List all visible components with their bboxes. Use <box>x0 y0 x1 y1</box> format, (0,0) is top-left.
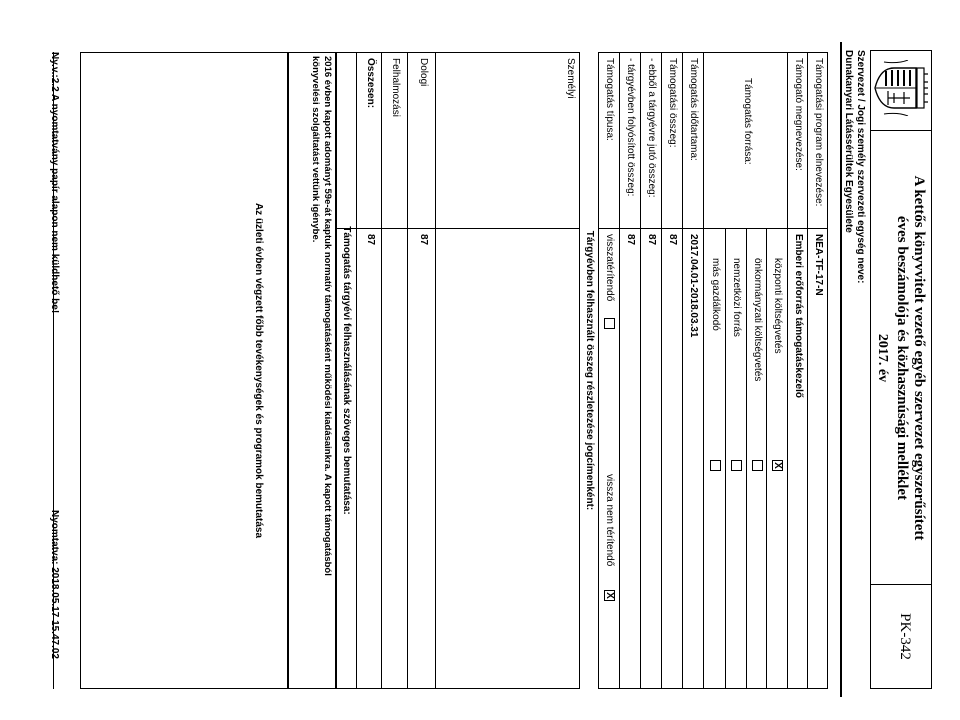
row-line <box>703 52 704 689</box>
breakdown-material-label: Dologi <box>418 58 429 87</box>
row-line <box>356 52 357 689</box>
row-line <box>435 52 436 689</box>
source-international-label: nemzetközi forrás <box>731 258 742 337</box>
row-line <box>682 52 683 689</box>
amount-value: 87 <box>667 234 678 246</box>
breakdown-title: Tárgyévben felhasznált összeg részletezése jogcímenként: <box>584 230 595 511</box>
breakdown-total-label: Összesen: <box>365 58 376 109</box>
year-share-label: - ebből a tárgyévre jutó összeg: <box>646 58 657 198</box>
org-name: Dunakanyari Látássérültek Egyesülete <box>843 50 854 233</box>
row-line <box>787 52 788 689</box>
source-central-checkbox[interactable]: X <box>772 460 783 471</box>
period-label: Támogatás időtartama: <box>688 58 699 161</box>
header-divider-left <box>870 130 932 131</box>
description-line2: könyvelési szolgáltatást vettünk igénybe. <box>310 56 321 243</box>
row-line <box>746 228 747 689</box>
activities-title: Az üzleti évben végzett főbb tevékenységek és programok bemutatása <box>253 202 264 539</box>
form-title-line2: éves beszámolója és közhasznúsági melléklet <box>894 215 910 501</box>
source-municipal-label: önkormányzati költségvetés <box>752 258 763 382</box>
org-underline <box>840 42 842 697</box>
footer-left: Ny.v.:2.2 A nyomtatvány papír alapon nem küldhető be! <box>49 52 60 314</box>
row-line <box>766 228 767 689</box>
source-international-checkbox[interactable] <box>731 460 742 471</box>
year-share-value: 87 <box>646 234 657 246</box>
row-line <box>381 52 382 689</box>
type-label: Támogatás típusa: <box>604 58 615 141</box>
row-line <box>661 52 662 689</box>
program-value: NEA-TF-17-N <box>813 234 824 296</box>
breakdown-personnel-label: Személyi <box>565 58 576 99</box>
form-title-line1: A kettős könyvvitelt vezető egyéb szervezet egyszerűsített <box>911 175 927 541</box>
source-other-checkbox[interactable] <box>710 460 721 471</box>
row-line <box>807 52 808 689</box>
grant-table-label-divider <box>598 228 828 229</box>
provider-label: Támogató megnevezése: <box>793 58 804 171</box>
form-code: PK-342 <box>897 613 913 660</box>
breakdown-total-value: 87 <box>365 234 376 246</box>
source-other-label: más gazdálkodó <box>710 258 721 331</box>
source-municipal-checkbox[interactable] <box>752 460 763 471</box>
paid-label: - tárgyévben folyósított összeg: <box>625 58 636 197</box>
type-refundable-checkbox[interactable] <box>604 318 615 329</box>
description-line1: 2016 évben kapott adományt 59e-át kaptuk normatív támogatásként működési kiadásainkra. A kapott támogatásból <box>322 56 333 576</box>
row-line <box>407 52 408 689</box>
type-nonrefundable-label: vissza nem térítendő <box>604 474 615 567</box>
provider-value: Emberi erőforrás támogatáskezelő <box>793 234 804 398</box>
program-label: Támogatási program elnevezése: <box>813 58 824 207</box>
form-year: 2017. év <box>875 333 890 383</box>
type-nonrefundable-checkbox[interactable]: X <box>604 590 615 601</box>
row-line <box>619 52 620 689</box>
footer-right: Nyomtatva: 2018.05.17 15.47.02 <box>49 510 60 659</box>
paid-value: 87 <box>625 234 636 246</box>
breakdown-material-value: 87 <box>418 234 429 246</box>
type-refundable-label: visszatérítendő <box>604 234 615 302</box>
amount-label: Támogatási összeg: <box>667 58 678 148</box>
source-label: Támogatás forrása: <box>742 78 753 165</box>
breakdown-table <box>336 52 580 689</box>
coat-of-arms-logo <box>874 60 928 116</box>
description-title: Támogatás tárgyévi felhasználásának szöveges bemutatása: <box>341 226 352 515</box>
row-line <box>725 228 726 689</box>
source-central-label: központi költségvetés <box>772 258 783 354</box>
row-line <box>640 52 641 689</box>
period-value: 2017.04.01-2018.03.31 <box>688 234 699 338</box>
breakdown-label-divider <box>336 228 580 229</box>
org-label: Szervezet / Jogi személy szervezeti egység neve: <box>855 50 866 284</box>
breakdown-accumulation-label: Felhalmozási <box>390 58 401 117</box>
